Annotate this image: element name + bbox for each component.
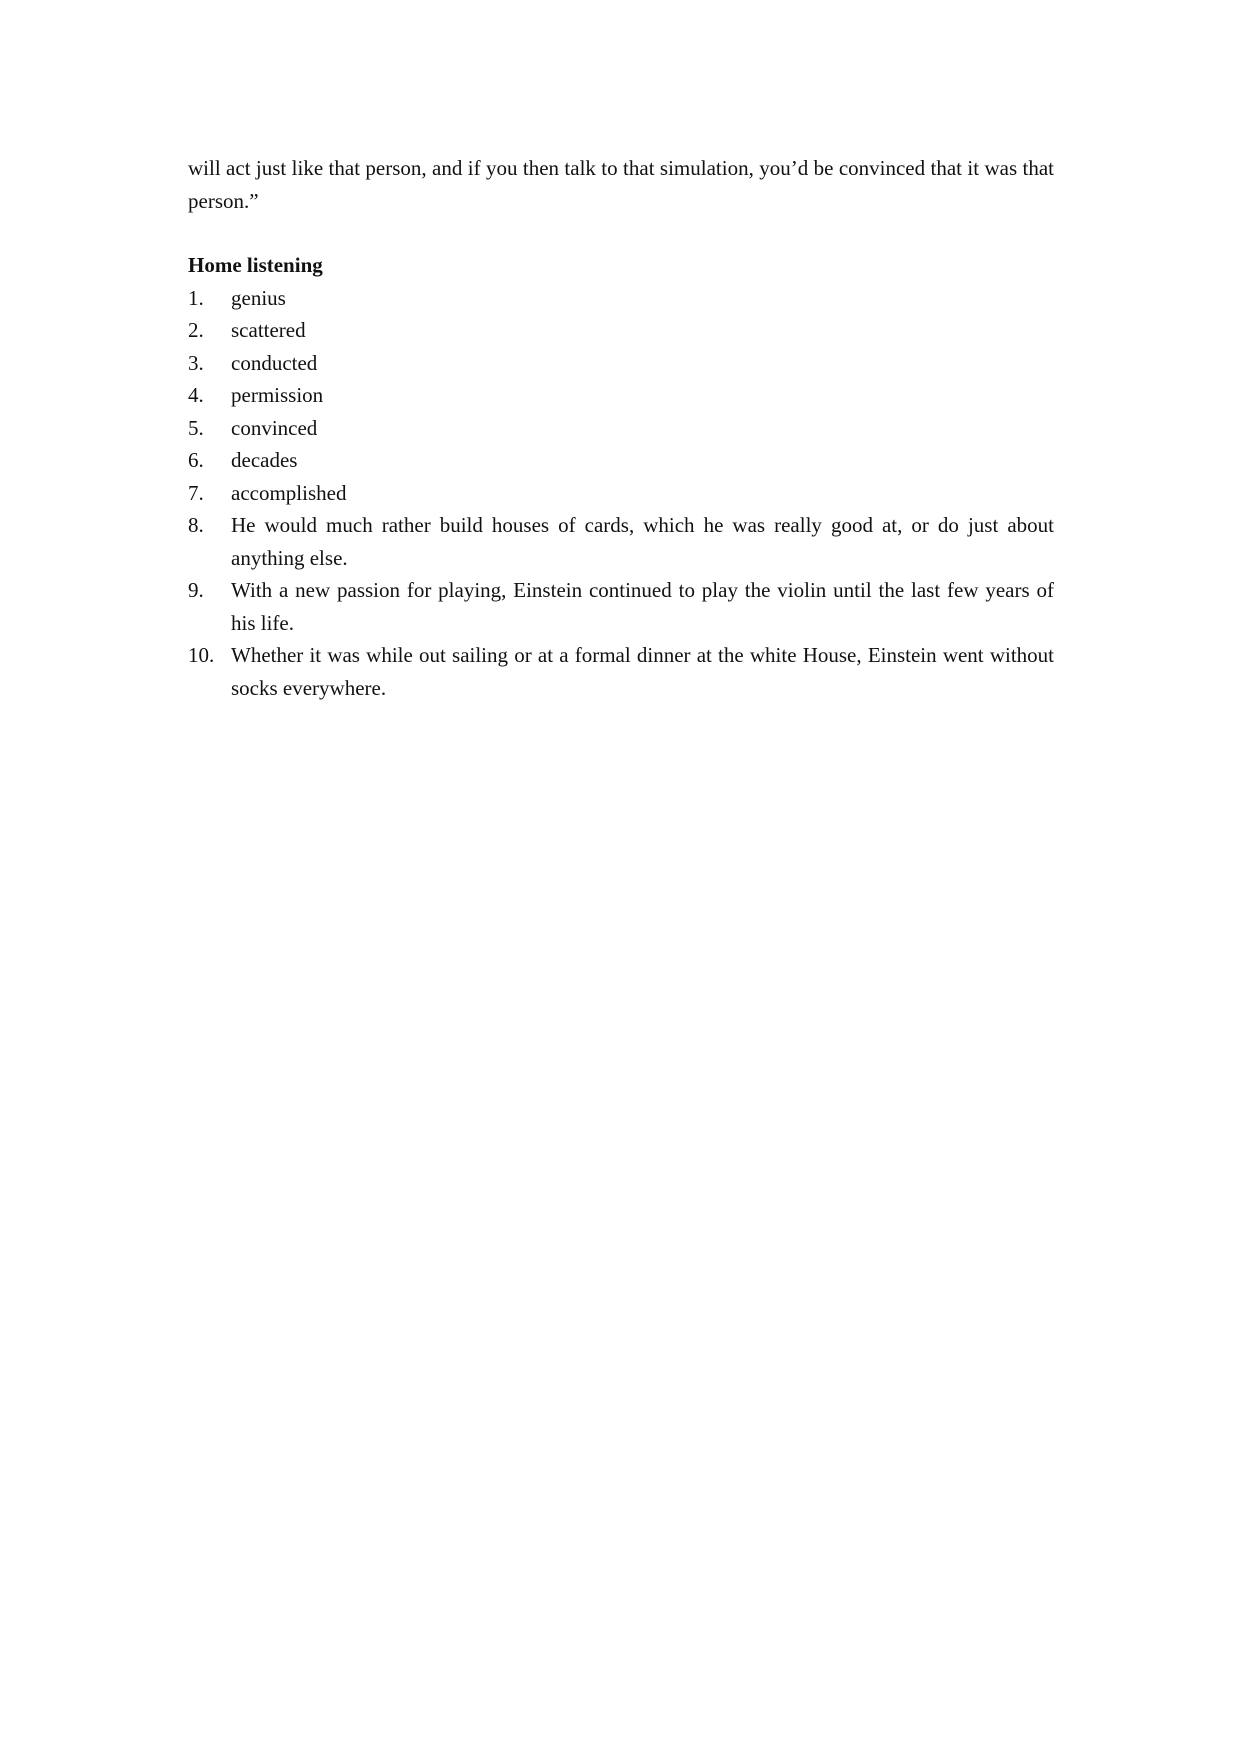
list-item-number: 6.: [188, 448, 204, 472]
list-item-text: convinced: [231, 415, 318, 440]
section-heading: Home listening: [188, 253, 323, 277]
list-item: [188, 379, 1054, 412]
list-item-text: With a new passion for playing, Einstein continued to play the violin until the last few years of his life.: [231, 578, 1054, 635]
list-item-text: Whether it was while out sailing or at a formal dinner at the white House, Einstein went without socks everywhere.: [231, 643, 1054, 700]
list-item-text: permission: [231, 383, 324, 407]
list-item: [188, 282, 1054, 315]
list-item-text: conducted: [231, 350, 318, 375]
list-item: [188, 477, 1054, 510]
list-item: [188, 412, 1054, 445]
list-item: [188, 444, 1054, 477]
list-item: [188, 574, 1054, 639]
list-item-text: decades: [231, 448, 298, 472]
list-item-number: 2.: [188, 318, 204, 342]
list-item: [188, 347, 1054, 380]
list-item: [188, 314, 1054, 347]
answer-list: [188, 282, 1054, 705]
list-item-number: 7.: [188, 480, 204, 505]
list-item-number: 1.: [188, 285, 204, 310]
list-item-number: 8.: [188, 513, 204, 537]
list-item-number: 4.: [188, 383, 204, 407]
list-item-text: He would much rather build houses of cards, which he was really good at, or do just about anything else.: [231, 513, 1054, 570]
list-item-number: 3.: [188, 350, 204, 375]
list-item-number: 10.: [188, 643, 215, 667]
list-item-number: 5.: [188, 415, 204, 440]
list-item: [188, 509, 1054, 574]
list-item: [188, 639, 1054, 704]
list-item-number: 9.: [188, 578, 204, 602]
list-item-text: scattered: [231, 318, 306, 342]
document-page: [188, 152, 1054, 704]
list-item-text: genius: [231, 285, 286, 310]
intro-paragraph: will act just like that person, and if you then talk to that simulation, you’d be convinced that it was that person.”: [188, 156, 1054, 213]
list-item-text: accomplished: [231, 480, 347, 505]
